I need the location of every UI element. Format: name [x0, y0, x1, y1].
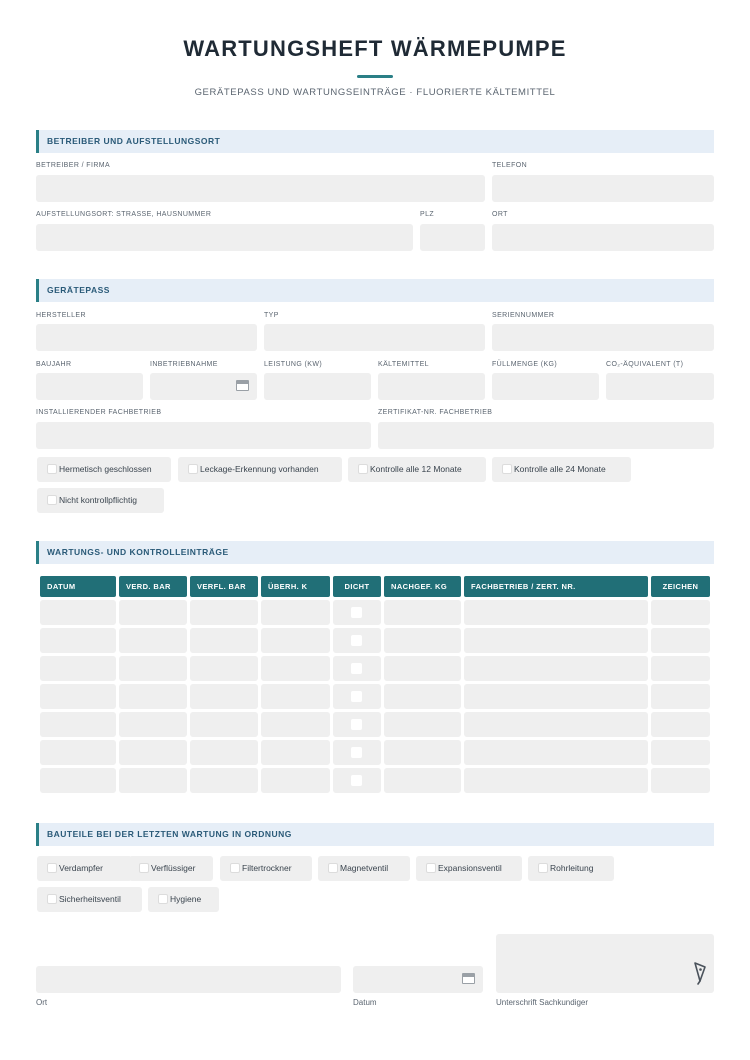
device-manufacturer-label: HERSTELLER — [36, 312, 86, 319]
log-cell-cond-bar[interactable] — [190, 768, 258, 793]
operator-company-field[interactable] — [36, 175, 485, 202]
operator-zip-label: PLZ — [420, 211, 435, 218]
log-cell-cond-bar[interactable] — [190, 600, 258, 625]
log-cell-cond-bar[interactable] — [190, 628, 258, 653]
log-cell-cond-bar[interactable] — [190, 740, 258, 765]
log-cell-tight[interactable] — [333, 684, 381, 709]
checkbox-icon — [230, 863, 240, 873]
checkbox-icon — [139, 863, 149, 873]
component-safety-valve-checkbox[interactable] — [37, 887, 142, 912]
footer-place-label: Ort — [36, 998, 48, 1007]
option-label: Verflüssiger — [151, 863, 196, 873]
log-cell-evap-bar[interactable] — [119, 600, 187, 625]
device-refrigerant-label: KÄLTEMITTEL — [378, 361, 429, 368]
col-header-company: FACHBETRIEB / ZERT. NR. — [464, 576, 648, 597]
col-header-date: DATUM — [40, 576, 116, 597]
log-cell-tight[interactable] — [333, 656, 381, 681]
section-heading-operator: BETREIBER UND AUFSTELLUNGSORT — [36, 130, 714, 153]
log-cell-refilled[interactable] — [384, 740, 461, 765]
log-cell-cond-bar[interactable] — [190, 712, 258, 737]
log-cell-evap-bar[interactable] — [119, 684, 187, 709]
device-year-field[interactable] — [36, 373, 143, 400]
log-cell-evap-bar[interactable] — [119, 712, 187, 737]
option-label: Hermetisch geschlossen — [59, 464, 152, 474]
log-cell-superheat[interactable] — [261, 712, 330, 737]
device-year-label: BAUJAHR — [36, 361, 72, 368]
log-cell-date[interactable] — [40, 712, 116, 737]
option-not-required-checkbox[interactable] — [37, 488, 164, 513]
checkbox-icon — [351, 775, 362, 786]
checkbox-icon — [47, 894, 57, 904]
option-label: Magnetventil — [340, 863, 389, 873]
col-header-evap-bar: VERD. BAR — [119, 576, 187, 597]
option-label: Kontrolle alle 12 Monate — [370, 464, 462, 474]
checkbox-icon — [47, 495, 57, 505]
log-cell-date[interactable] — [40, 628, 116, 653]
log-cell-company[interactable] — [464, 740, 648, 765]
checkbox-icon — [328, 863, 338, 873]
operator-city-label: ORT — [492, 211, 508, 218]
component-hygiene-checkbox[interactable] — [148, 887, 219, 912]
log-cell-company[interactable] — [464, 600, 648, 625]
calendar-icon[interactable] — [462, 973, 475, 984]
log-cell-refilled[interactable] — [384, 684, 461, 709]
section-heading-device: GERÄTEPASS — [36, 279, 714, 302]
log-cell-date[interactable] — [40, 740, 116, 765]
component-piping-checkbox[interactable] — [528, 856, 614, 881]
col-header-cond-bar: VERFL. BAR — [190, 576, 258, 597]
footer-date-label: Datum — [353, 998, 377, 1007]
log-cell-sign[interactable] — [651, 600, 710, 625]
page-subtitle: GERÄTEPASS UND WARTUNGSEINTRÄGE · FLUORIERTE KÄLTEMITTEL — [194, 87, 556, 98]
log-cell-company[interactable] — [464, 628, 648, 653]
checkbox-icon — [502, 464, 512, 474]
signature-pen-icon — [692, 961, 708, 985]
log-cell-sign[interactable] — [651, 656, 710, 681]
operator-company-label: BETREIBER / FIRMA — [36, 162, 111, 169]
operator-zip-field[interactable] — [420, 224, 485, 251]
option-check-12-months-checkbox[interactable] — [348, 457, 486, 482]
log-cell-tight[interactable] — [333, 600, 381, 625]
device-certificate-field[interactable] — [378, 422, 714, 449]
checkbox-icon — [158, 894, 168, 904]
section-heading-log: WARTUNGS- UND KONTROLLEINTRÄGE — [36, 541, 714, 564]
calendar-icon[interactable] — [236, 380, 249, 391]
log-cell-superheat[interactable] — [261, 628, 330, 653]
log-cell-sign[interactable] — [651, 684, 710, 709]
log-cell-date[interactable] — [40, 656, 116, 681]
device-serial-field[interactable] — [492, 324, 714, 351]
checkbox-icon — [351, 663, 362, 674]
device-fill-label: FÜLLMENGE (KG) — [492, 361, 558, 368]
device-serial-label: SERIENNUMMER — [492, 312, 555, 319]
log-cell-refilled[interactable] — [384, 656, 461, 681]
footer-signature-label: Unterschrift Sachkundiger — [496, 998, 589, 1007]
checkbox-icon — [47, 863, 57, 873]
device-certificate-label: ZERTIFIKAT-NR. FACHBETRIEB — [378, 409, 493, 416]
option-label: Kontrolle alle 24 Monate — [514, 464, 606, 474]
log-cell-company[interactable] — [464, 712, 648, 737]
log-cell-tight[interactable] — [333, 740, 381, 765]
device-manufacturer-field[interactable] — [36, 324, 257, 351]
section-heading-components: BAUTEILE BEI DER LETZTEN WARTUNG IN ORDNUNG — [36, 823, 714, 846]
checkbox-icon — [426, 863, 436, 873]
log-cell-sign[interactable] — [651, 768, 710, 793]
option-check-24-months-checkbox[interactable] — [492, 457, 631, 482]
option-label: Filtertrockner — [242, 863, 292, 873]
log-cell-date[interactable] — [40, 768, 116, 793]
log-cell-tight[interactable] — [333, 712, 381, 737]
checkbox-icon — [351, 691, 362, 702]
footer-place-field[interactable] — [36, 966, 341, 993]
option-label: Sicherheitsventil — [59, 894, 121, 904]
log-cell-refilled[interactable] — [384, 712, 461, 737]
checkbox-icon — [351, 719, 362, 730]
checkbox-icon — [47, 464, 57, 474]
option-label: Rohrleitung — [550, 863, 594, 873]
component-condenser-checkbox[interactable] — [129, 856, 213, 881]
log-cell-tight[interactable] — [333, 768, 381, 793]
title-divider — [357, 75, 393, 78]
log-cell-sign[interactable] — [651, 628, 710, 653]
checkbox-icon — [188, 464, 198, 474]
log-cell-superheat[interactable] — [261, 684, 330, 709]
component-solenoid-valve-checkbox[interactable] — [318, 856, 410, 881]
device-co2-field[interactable] — [606, 373, 714, 400]
page-title: WARTUNGSHEFT WÄRMEPUMPE — [183, 36, 567, 61]
log-cell-company[interactable] — [464, 768, 648, 793]
log-cell-evap-bar[interactable] — [119, 628, 187, 653]
operator-street-label: AUFSTELLUNGSORT: STRASSE, HAUSNUMMER — [36, 211, 212, 218]
option-label: Expansionsventil — [438, 863, 502, 873]
device-refrigerant-field[interactable] — [378, 373, 485, 400]
log-cell-evap-bar[interactable] — [119, 656, 187, 681]
option-hermetic-checkbox[interactable] — [37, 457, 171, 482]
col-header-superheat: ÜBERH. K — [261, 576, 330, 597]
option-label: Verdampfer — [59, 863, 103, 873]
component-expansion-valve-checkbox[interactable] — [416, 856, 522, 881]
option-label: Nicht kontrollpflichtig — [59, 495, 137, 505]
device-installer-label: INSTALLIERENDER FACHBETRIEB — [36, 409, 162, 416]
log-cell-cond-bar[interactable] — [190, 656, 258, 681]
operator-phone-field[interactable] — [492, 175, 714, 202]
option-leak-detection-checkbox[interactable] — [178, 457, 342, 482]
device-power-label: LEISTUNG (KW) — [264, 361, 323, 368]
device-fill-field[interactable] — [492, 373, 599, 400]
component-evaporator-checkbox[interactable] — [37, 856, 132, 881]
device-commissioning-label: INBETRIEBNAHME — [150, 361, 218, 368]
checkbox-icon — [351, 635, 362, 646]
log-cell-refilled[interactable] — [384, 628, 461, 653]
operator-city-field[interactable] — [492, 224, 714, 251]
operator-phone-label: TELEFON — [492, 162, 528, 169]
log-cell-refilled[interactable] — [384, 768, 461, 793]
log-cell-sign[interactable] — [651, 740, 710, 765]
log-cell-date[interactable] — [40, 600, 116, 625]
operator-street-field[interactable] — [36, 224, 413, 251]
checkbox-icon — [351, 607, 362, 618]
device-type-label: TYP — [264, 312, 279, 319]
checkbox-icon — [351, 747, 362, 758]
device-installer-field[interactable] — [36, 422, 371, 449]
col-header-sign: ZEICHEN — [651, 576, 710, 597]
col-header-refilled: NACHGEF. KG — [384, 576, 461, 597]
log-cell-superheat[interactable] — [261, 768, 330, 793]
component-filter-dryer-checkbox[interactable] — [220, 856, 312, 881]
log-cell-evap-bar[interactable] — [119, 768, 187, 793]
checkbox-icon — [538, 863, 548, 873]
log-cell-cond-bar[interactable] — [190, 684, 258, 709]
log-cell-company[interactable] — [464, 684, 648, 709]
log-cell-refilled[interactable] — [384, 600, 461, 625]
device-co2-label: CO₂-ÄQUIVALENT (T) — [606, 361, 684, 368]
log-cell-company[interactable] — [464, 656, 648, 681]
option-label: Hygiene — [170, 894, 202, 904]
checkbox-icon — [358, 464, 368, 474]
device-type-field[interactable] — [264, 324, 485, 351]
log-cell-superheat[interactable] — [261, 740, 330, 765]
col-header-tight: DICHT — [333, 576, 381, 597]
device-power-field[interactable] — [264, 373, 371, 400]
log-cell-evap-bar[interactable] — [119, 740, 187, 765]
log-cell-superheat[interactable] — [261, 600, 330, 625]
log-cell-superheat[interactable] — [261, 656, 330, 681]
log-cell-date[interactable] — [40, 684, 116, 709]
log-cell-tight[interactable] — [333, 628, 381, 653]
option-label: Leckage-Erkennung vorhanden — [200, 464, 319, 474]
log-cell-sign[interactable] — [651, 712, 710, 737]
footer-signature-field[interactable] — [496, 934, 714, 993]
